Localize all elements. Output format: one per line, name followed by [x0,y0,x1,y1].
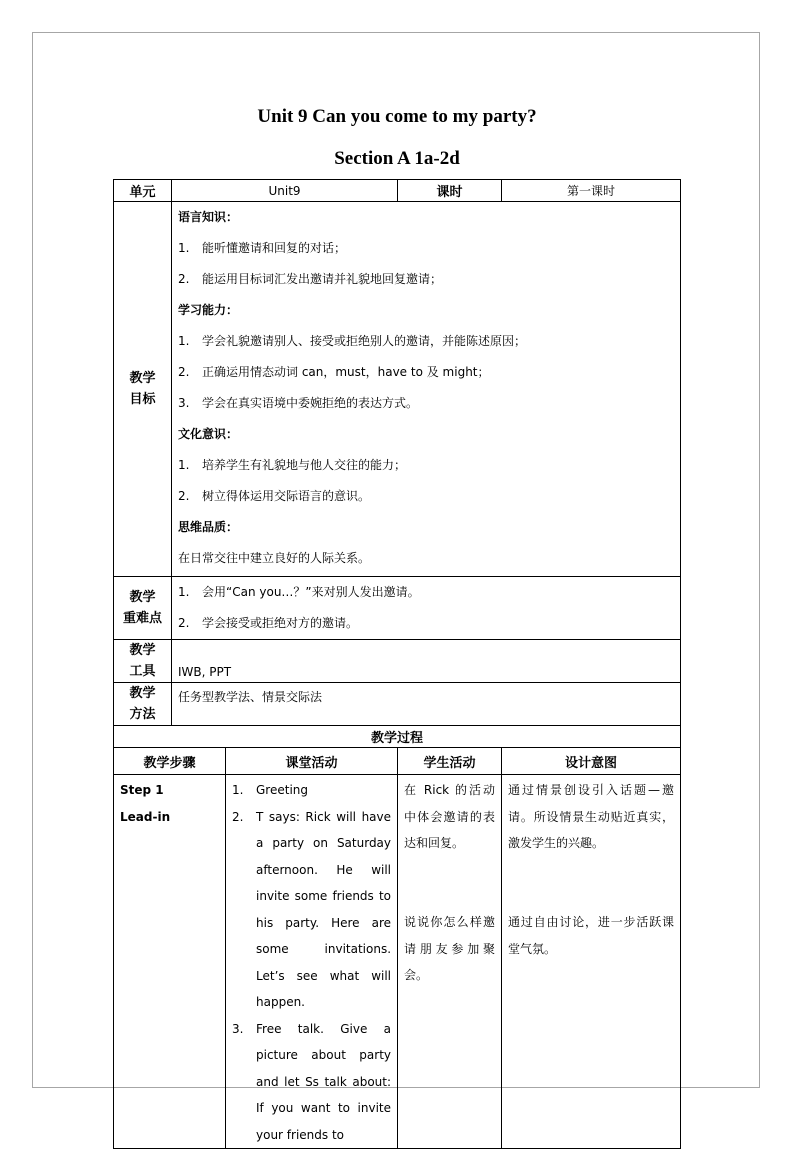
period-label: 课时 [398,180,502,202]
tools-label: 教学 工具 [114,640,172,683]
ability-title: 学习能力： [178,303,239,317]
methods-value: 任务型教学法、情景交际法 [172,683,681,726]
list-item: 2. 学会接受或拒绝对方的邀请。 [178,616,359,630]
list-item: 1. 培养学生有礼貌地与他人交往的能力； [178,458,407,472]
process-title-row [114,726,681,748]
methods-row [114,683,681,726]
lesson-plan-table [113,179,681,1149]
design-intent-2: 通过自由讨论，进一步活跃课堂气氛。 [508,915,675,956]
list-item: 1. 会用“Can you…？”来对别人发出邀请。 [178,585,420,599]
objectives-row [114,202,681,577]
objectives-label: 教学 目标 [114,202,172,577]
tools-row [114,640,681,683]
list-item: 3. 学会在真实语境中委婉拒绝的表达方式。 [178,396,419,410]
unit-label: 单元 [114,180,172,202]
key-points-label: 教学 重难点 [114,577,172,640]
list-item: 3. Free talk. Give a picture about party and let Ss talk about: If you want to invite your friends to [232,1021,392,1142]
list-item: 2. 能运用目标词汇发出邀请并礼貌地回复邀请； [178,272,443,286]
design-cell [502,775,681,1149]
col-step: 教学步骤 [114,748,226,775]
list-item: 2. 正确运用情态动词 can，must，have to 及 might； [178,365,490,379]
list-item: 1. 学会礼貌邀请别人、接受或拒绝别人的邀请，并能陈述原因； [178,334,527,348]
culture-title: 文化意识： [178,427,239,441]
col-design: 设计意图 [502,748,681,775]
student-cell [398,775,502,1149]
col-activity: 课堂活动 [226,748,398,775]
process-step-row [114,775,681,1149]
thinking-title: 思维品质： [178,520,239,534]
list-item: 1. 能听懂邀请和回复的对话； [178,241,347,255]
objectives-content [172,202,681,577]
language-title: 语言知识： [178,210,239,224]
student-activity-2: 说说你怎么样邀请朋友参加聚会。 [404,915,496,982]
process-header-row [114,748,681,775]
step-sub: Lead-in [120,810,171,824]
col-student: 学生活动 [398,748,502,775]
unit-value: Unit9 [172,180,398,202]
lesson-subtitle: Section A 1a-2d [334,148,460,169]
tools-value: IWB, PPT [172,640,681,683]
key-points-row [114,577,681,640]
methods-label: 教学 方法 [114,683,172,726]
thinking-text: 在日常交往中建立良好的人际关系。 [178,551,371,565]
activity-cell [226,775,398,1149]
list-item: 1. Greeting [232,783,308,797]
period-value: 第一课时 [502,180,681,202]
info-row [114,180,681,202]
lesson-title: Unit 9 Can you come to my party? [257,106,537,127]
step-cell [114,775,226,1149]
step-name: Step 1 [120,783,164,797]
list-item: 2. 树立得体运用交际语言的意识。 [178,489,371,503]
student-activity-1: 在 Rick 的活动中体会邀请的表达和回复。 [404,783,496,850]
design-intent-1: 通过情景创设引入话题—邀请。所设情景生动贴近真实，激发学生的兴趣。 [508,783,675,850]
key-points-content [172,577,681,640]
process-title: 教学过程 [114,726,681,748]
list-item: 2. T says: Rick will have a party on Saturday afternoon. He will invite some friends to his party. Here are some invitations. Let’s see what will happen. [232,809,392,1009]
